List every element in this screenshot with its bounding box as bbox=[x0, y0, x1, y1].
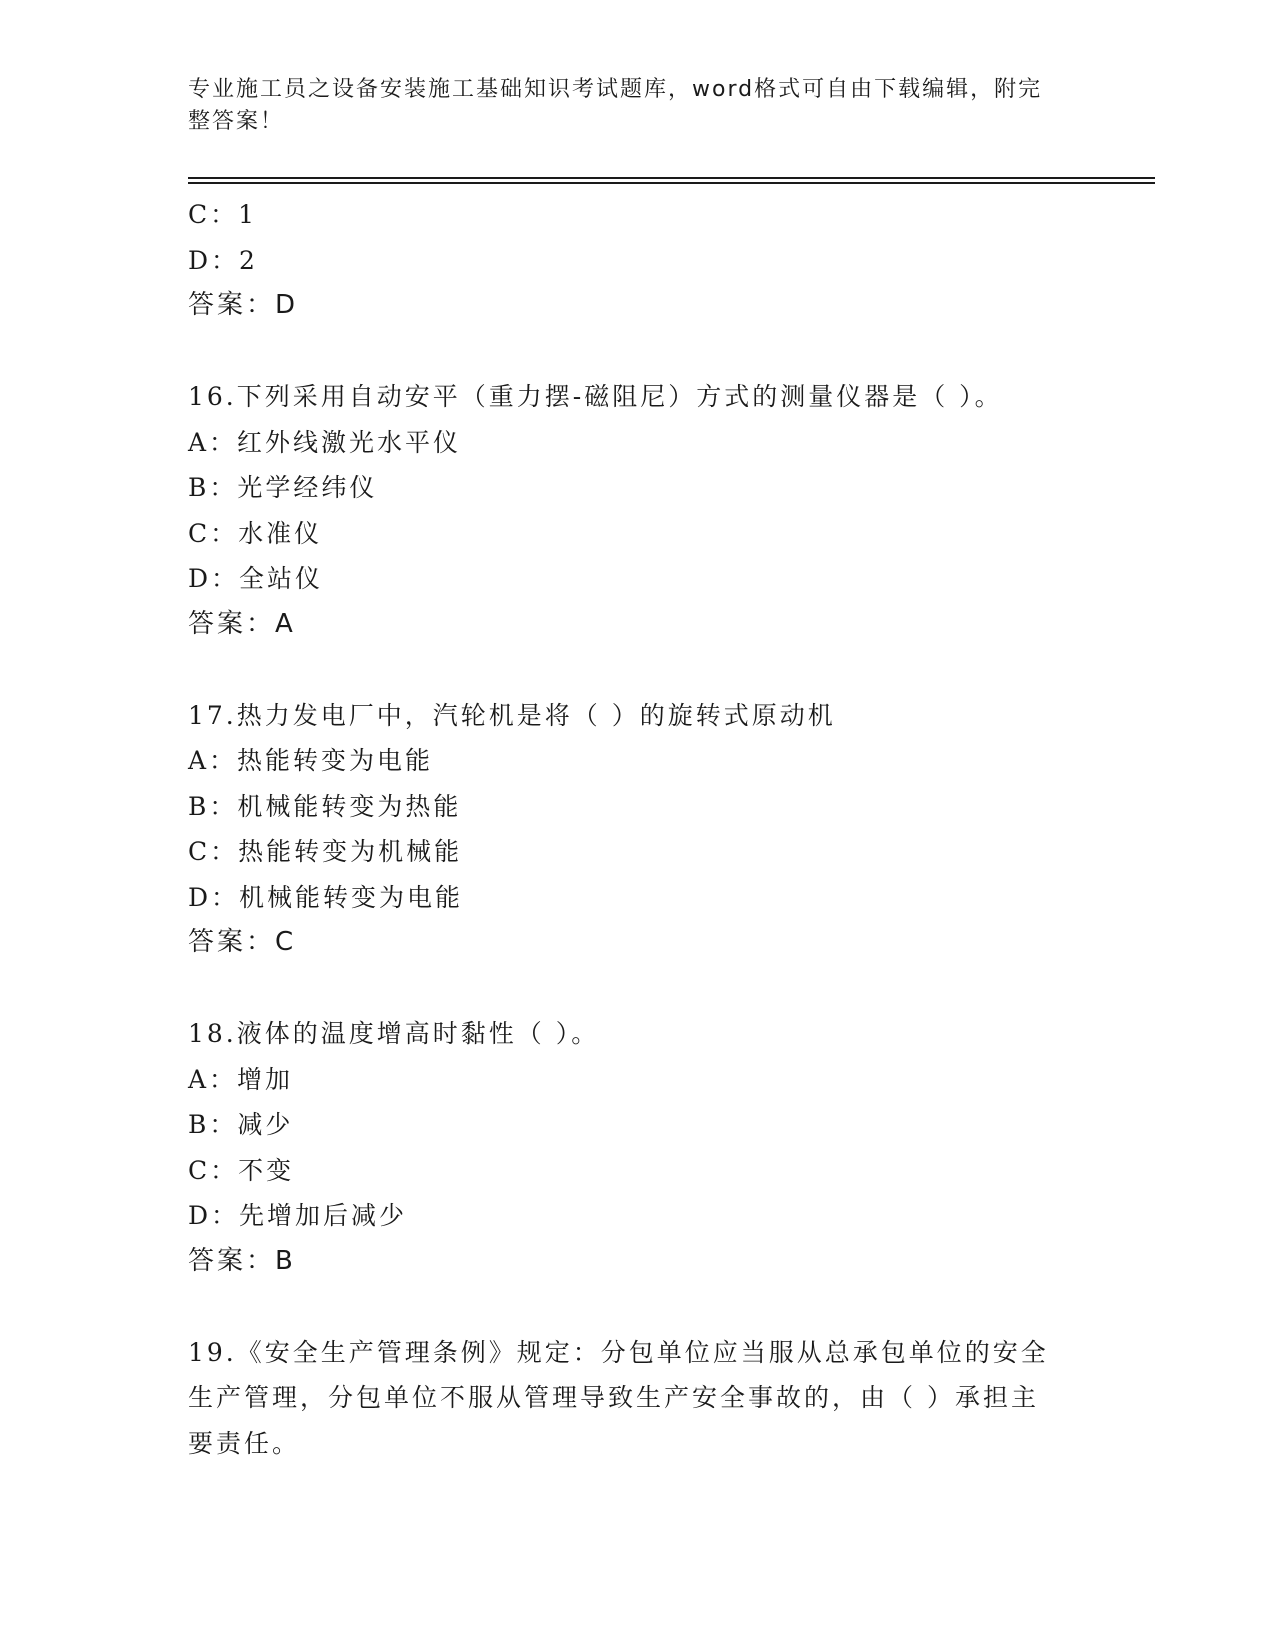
spacer bbox=[188, 1284, 1088, 1330]
question-stem-19-line-2: 生产管理，分包单位不服从管理导致生产安全事故的，由（ ）承担主 bbox=[188, 1383, 1039, 1412]
spacer bbox=[188, 966, 1088, 1012]
option-d: D：全站仪 bbox=[188, 564, 324, 593]
option-d: D：先增加后减少 bbox=[188, 1201, 408, 1230]
question-stem-19-line-1: 19.《安全生产管理条例》规定：分包单位应当服从总承包单位的安全 bbox=[188, 1337, 1049, 1367]
option-d: D：机械能转变为电能 bbox=[188, 882, 464, 912]
page-header bbox=[188, 74, 1068, 138]
question-stem-19 bbox=[188, 1330, 1068, 1467]
answer-line: 答案：D bbox=[188, 290, 299, 320]
option-a: A：红外线激光水平仪 bbox=[188, 427, 462, 457]
question-stem-18: 18.液体的温度增高时黏性（ ）。 bbox=[188, 1019, 600, 1048]
spacer bbox=[188, 329, 1088, 375]
header-divider-bottom bbox=[188, 182, 1155, 184]
option-b: B：机械能转变为热能 bbox=[188, 791, 462, 821]
answer-line: 答案：C bbox=[188, 927, 297, 957]
option-a: A：增加 bbox=[188, 1064, 294, 1094]
option-c: C：1 bbox=[188, 200, 258, 229]
answer-line: 答案：B bbox=[188, 1245, 296, 1276]
option-b: B：光学经纬仪 bbox=[188, 473, 378, 502]
question-stem-19-line-3: 要责任。 bbox=[188, 1428, 301, 1458]
option-b: B：减少 bbox=[188, 1110, 294, 1139]
question-stem-16: 16.下列采用自动安平（重力摆-磁阻尼）方式的测量仪器是（ ）。 bbox=[188, 382, 1003, 411]
answer-line: 答案：A bbox=[188, 608, 296, 639]
spacer bbox=[188, 647, 1088, 693]
header-line-1: 专业施工员之设备安装施工基础知识考试题库，word格式可自由下载编辑，附完 bbox=[188, 77, 1043, 102]
option-a: A：热能转变为电能 bbox=[188, 746, 434, 775]
option-c: C：不变 bbox=[188, 1155, 295, 1185]
question-stem-17: 17.热力发电厂中，汽轮机是将（ ）的旋转式原动机 bbox=[188, 700, 836, 730]
document-body bbox=[188, 192, 1088, 1466]
header-divider-top bbox=[188, 177, 1155, 179]
header-line-2: 整答案！ bbox=[188, 109, 285, 134]
option-c: C：水准仪 bbox=[188, 518, 323, 548]
option-d: D：2 bbox=[188, 245, 258, 275]
option-c: C：热能转变为机械能 bbox=[188, 837, 463, 866]
